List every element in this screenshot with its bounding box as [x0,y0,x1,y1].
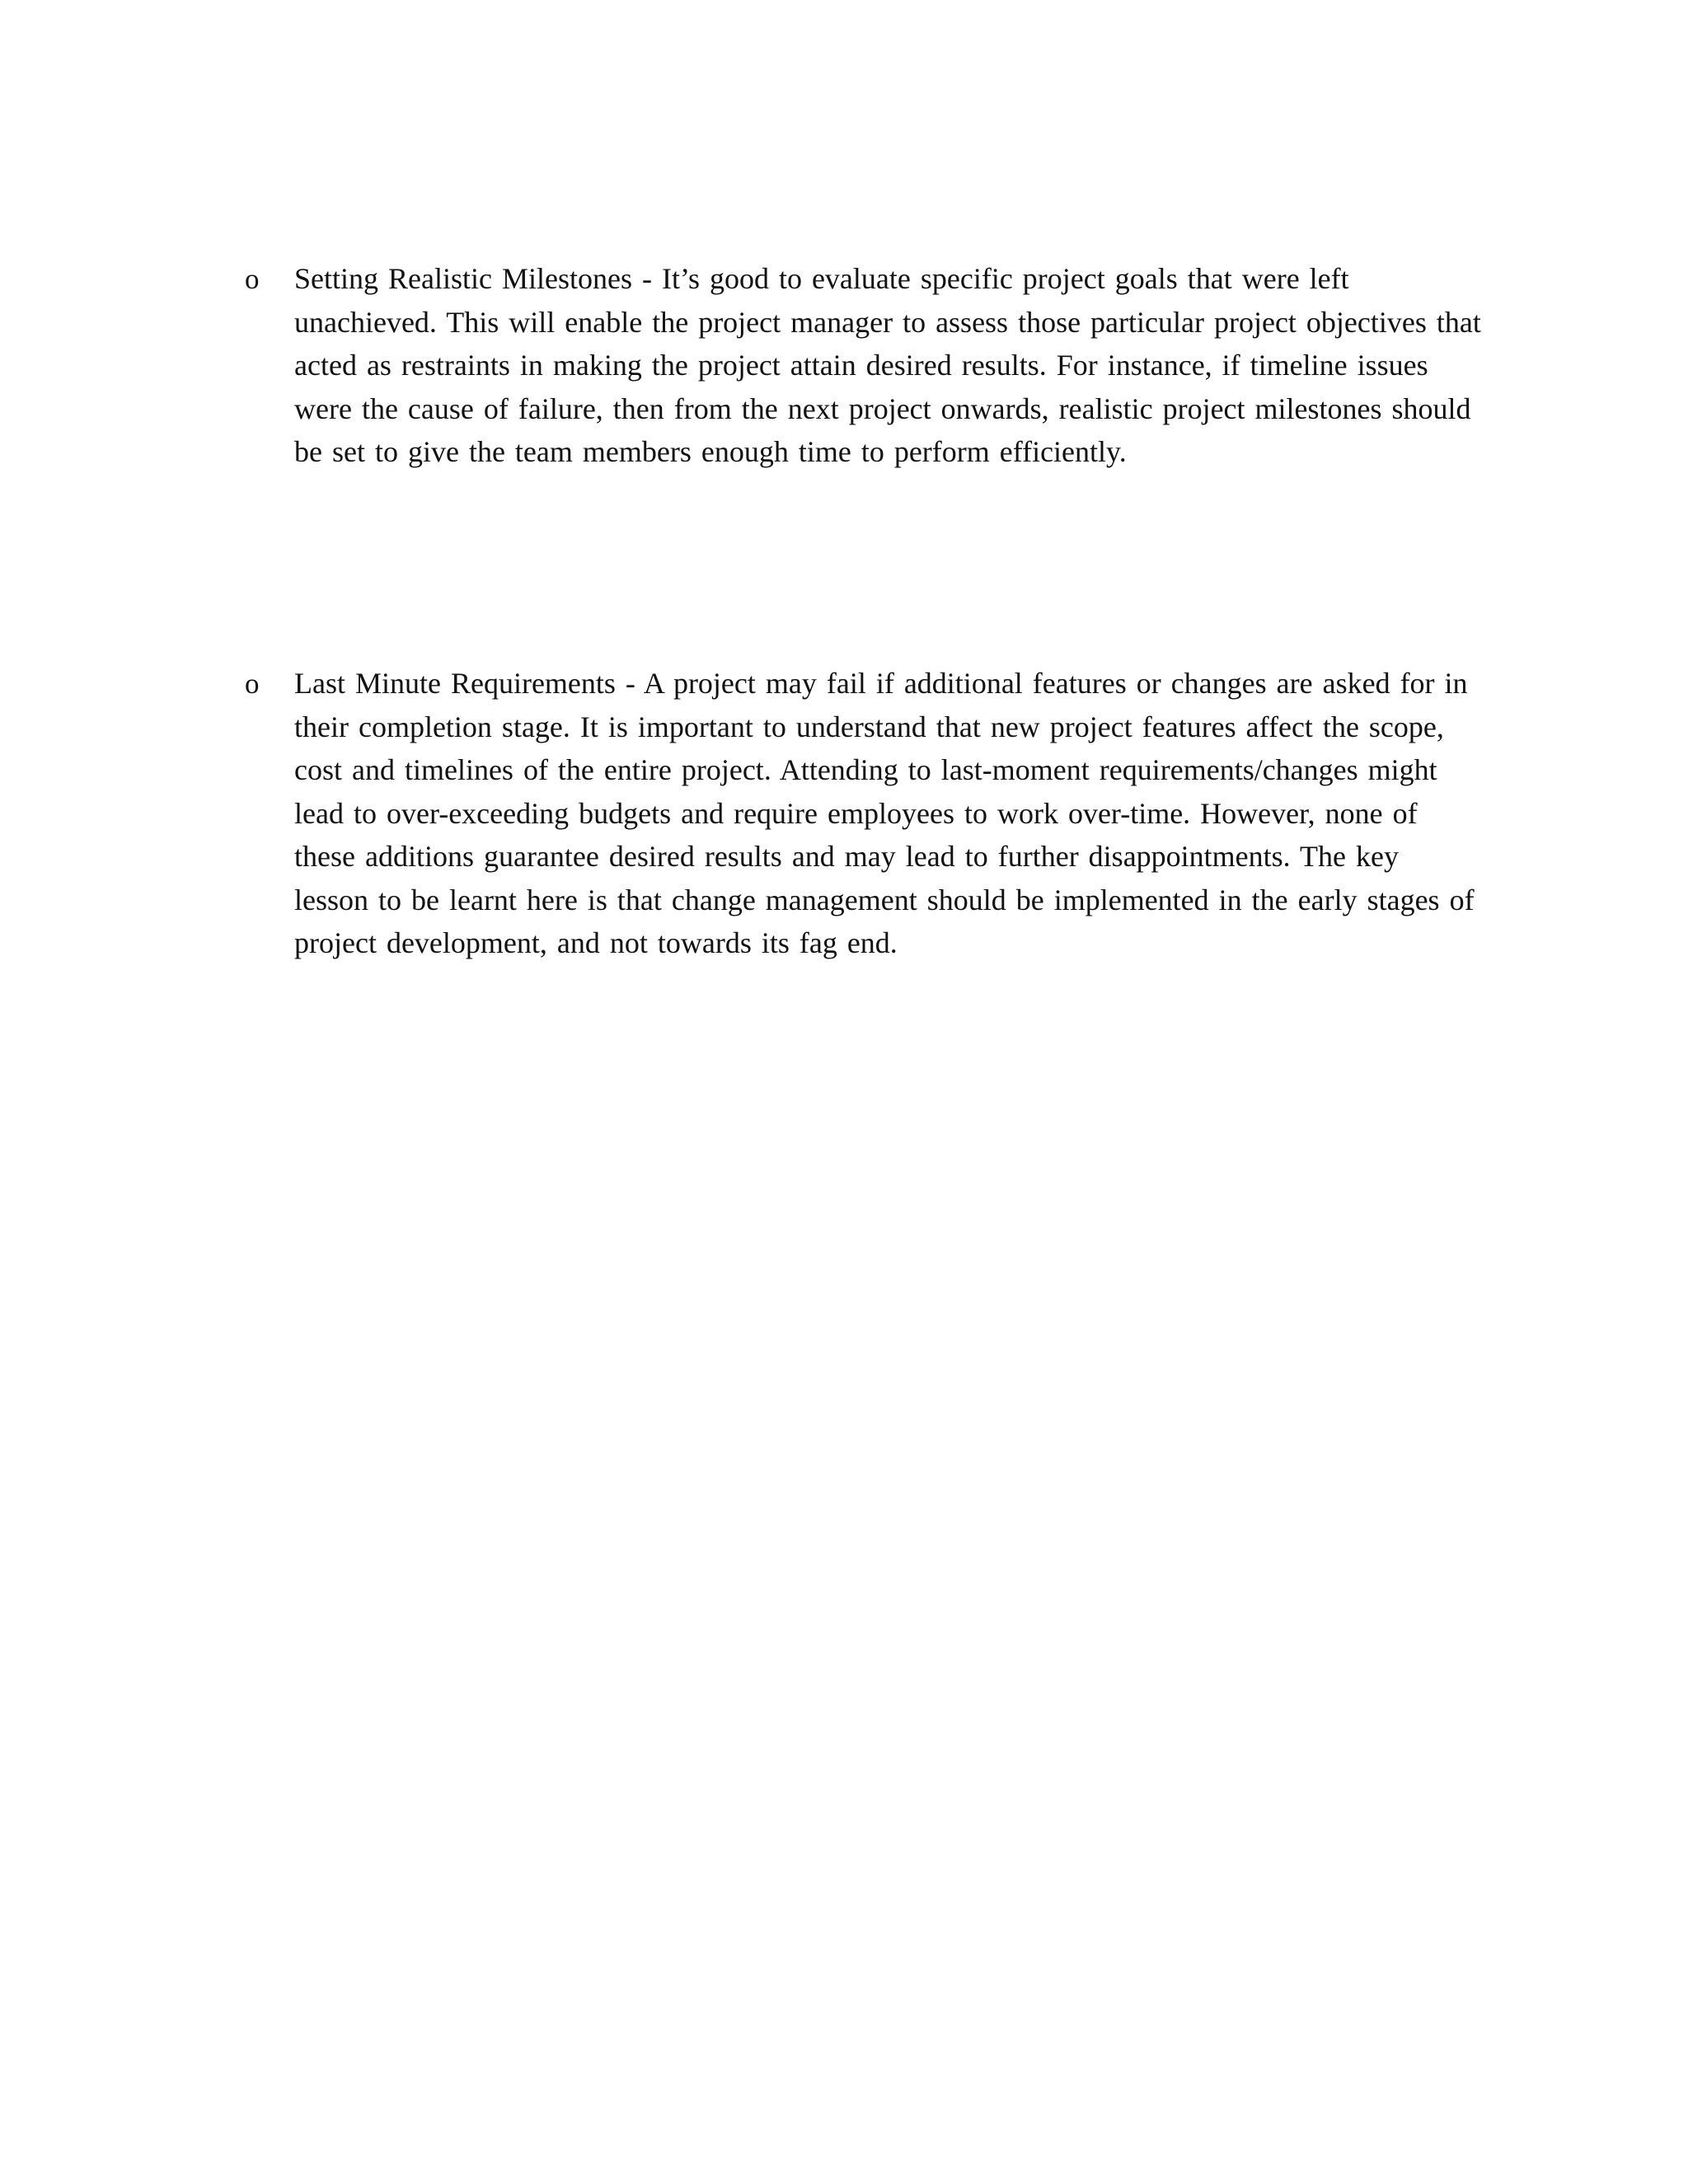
bullet-marker: o [245,668,260,700]
paragraph-setting-realistic-milestones: Setting Realistic Milestones - It’s good to evaluate specific project goals that were left unachieved. This will enable the project manager to assess those particular project objectives that acted as restraints in making the project attain desired results. For instance, if timeline issues were the cause of failure, then from the next project onwards, realistic project milestones should be set to give the team members enough time to perform efficiently. [294,262,1481,468]
list-item-setting-realistic-milestones [245,257,1481,474]
bullet-marker: o [245,263,260,295]
list-item-last-minute-requirements [245,662,1481,965]
paragraph-last-minute-requirements: Last Minute Requirements - A project may fail if additional features or changes are asked for in their completion stage. It is important to understand that new project features affect the scope, cost and timelines of the entire project. Attending to last-moment requirements/changes might lead to over-exceeding budgets and require employees to work over-time. However, none of these additions guarantee desired results and may lead to further disappointments. The key lesson to be learnt here is that change management should be implemented in the early stages of project development, and not towards its fag end. [294,667,1475,959]
